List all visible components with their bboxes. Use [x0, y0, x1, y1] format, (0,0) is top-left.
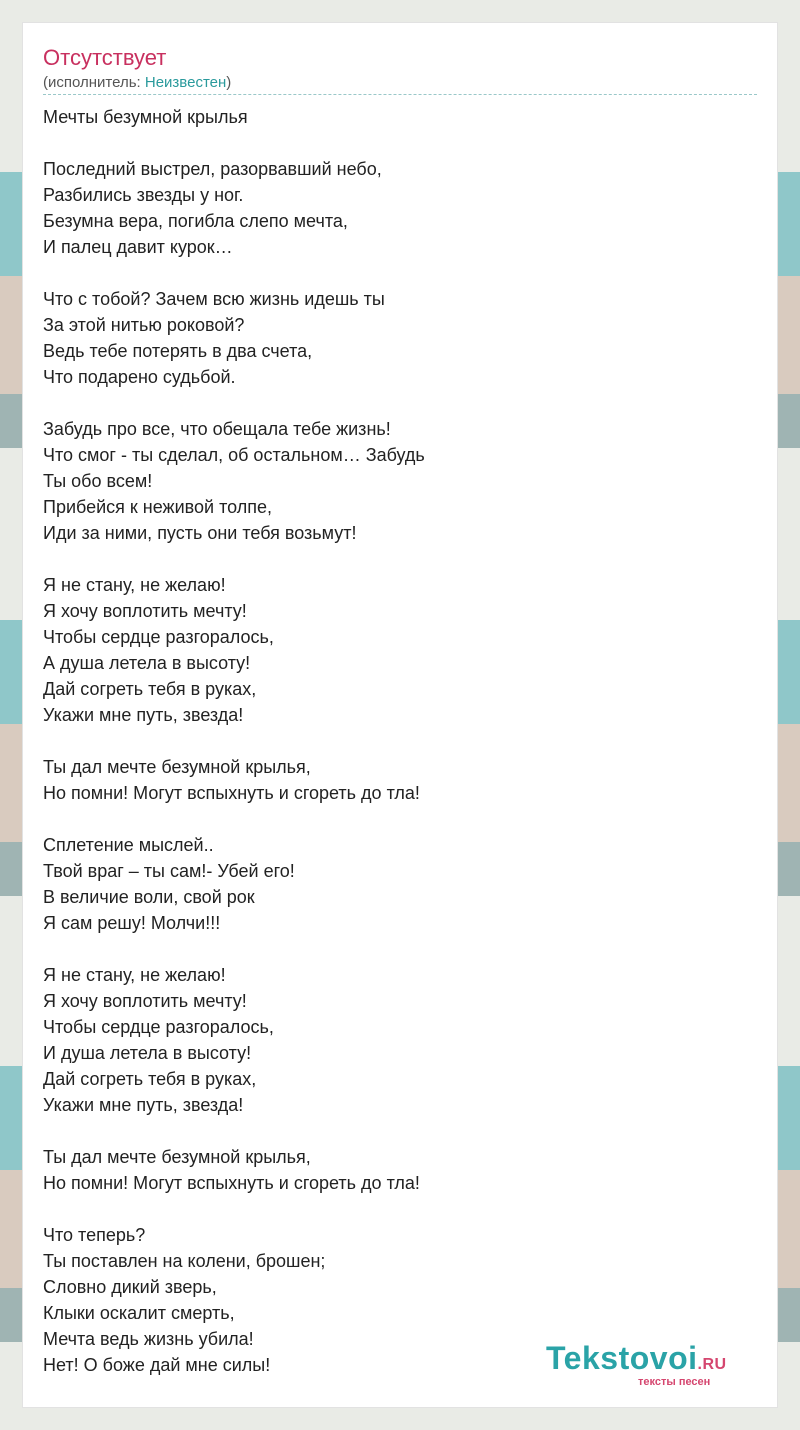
lyric-blank-line — [43, 130, 757, 156]
lyric-line: Я не стану, не желаю! — [43, 575, 226, 595]
lyric-blank-line — [43, 546, 757, 572]
lyric-line: Клыки оскалит смерть, — [43, 1303, 235, 1323]
lyric-line: Чтобы сердце разгоралось, — [43, 1017, 274, 1037]
artist-suffix: ) — [226, 74, 232, 91]
lyric-line: Последний выстрел, разорвавший небо, — [43, 159, 382, 179]
lyric-line: Ведь тебе потерять в два счета, — [43, 341, 313, 361]
lyric-line: Мечты безумной крылья — [43, 107, 248, 127]
lyric-line: Я хочу воплотить мечту! — [43, 601, 247, 621]
lyric-line: Ты поставлен на колени, брошен; — [43, 1251, 326, 1271]
lyric-line: И душа летела в высоту! — [43, 1043, 252, 1063]
lyric-line: За этой нитью роковой? — [43, 315, 245, 335]
lyric-blank-line — [43, 936, 757, 962]
lyric-blank-line — [43, 1118, 757, 1144]
lyric-line: Нет! О боже дай мне силы! — [43, 1355, 271, 1375]
lyric-line: В величие воли, свой рок — [43, 887, 255, 907]
lyric-line: Что подарено судьбой. — [43, 367, 236, 387]
artist-prefix: (исполнитель: — [43, 74, 145, 91]
lyric-line: Безумна вера, погибла слепо мечта, — [43, 211, 348, 231]
lyric-line: Но помни! Могут вспыхнуть и сгореть до тла! — [43, 1173, 420, 1193]
logo-tld: .RU — [697, 1356, 727, 1373]
lyric-line: Твой враг – ты сам!- Убей его! — [43, 861, 295, 881]
lyric-line: Иди за ними, пусть они тебя возьмут! — [43, 523, 357, 543]
lyric-line: Разбились звезды у ног. — [43, 185, 244, 205]
logo-tagline: тексты песен — [638, 1376, 711, 1388]
lyric-line: Я сам решу! Молчи!!! — [43, 913, 221, 933]
lyric-line: Дай согреть тебя в руках, — [43, 1069, 257, 1089]
lyric-line: Ты дал мечте безумной крылья, — [43, 1147, 311, 1167]
lyric-line: Ты обо всем! — [43, 471, 153, 491]
lyric-line: А душа летела в высоту! — [43, 653, 251, 673]
lyrics-text — [43, 104, 757, 1378]
lyric-line: Чтобы сердце разгоралось, — [43, 627, 274, 647]
lyric-line: Укажи мне путь, звезда! — [43, 1095, 244, 1115]
lyric-line: Что теперь? — [43, 1225, 146, 1245]
lyric-line: Укажи мне путь, звезда! — [43, 705, 244, 725]
lyric-blank-line — [43, 260, 757, 286]
song-title: Отсутствует — [43, 45, 167, 70]
lyric-line: Что с тобой? Зачем всю жизнь идешь ты — [43, 289, 385, 309]
lyric-blank-line — [43, 806, 757, 832]
logo-name: Tekstovoi — [546, 1340, 698, 1376]
lyric-line: Словно дикий зверь, — [43, 1277, 217, 1297]
lyric-line: Мечта ведь жизнь убила! — [43, 1329, 254, 1349]
lyric-blank-line — [43, 728, 757, 754]
lyric-line: Сплетение мыслей.. — [43, 835, 214, 855]
lyric-line: Я не стану, не желаю! — [43, 965, 226, 985]
artist-link[interactable]: Неизвестен — [144, 74, 227, 91]
lyric-line: Дай согреть тебя в руках, — [43, 679, 257, 699]
lyric-line: Забудь про все, что обещала тебе жизнь! — [43, 419, 391, 439]
lyric-line: Я хочу воплотить мечту! — [43, 991, 247, 1011]
lyric-line: Что смог - ты сделал, об остальном… Забудь — [43, 445, 425, 465]
lyric-blank-line — [43, 390, 757, 416]
lyric-line: И палец давит курок… — [43, 237, 233, 257]
title-divider — [43, 94, 757, 95]
lyric-line: Ты дал мечте безумной крылья, — [43, 757, 311, 777]
lyrics-card — [22, 22, 778, 1408]
lyric-blank-line — [43, 1196, 757, 1222]
lyric-line: Прибейся к неживой толпе, — [43, 497, 272, 517]
lyric-line: Но помни! Могут вспыхнуть и сгореть до тла! — [43, 783, 420, 803]
artist-line — [43, 73, 231, 93]
site-logo[interactable] — [546, 1340, 776, 1400]
